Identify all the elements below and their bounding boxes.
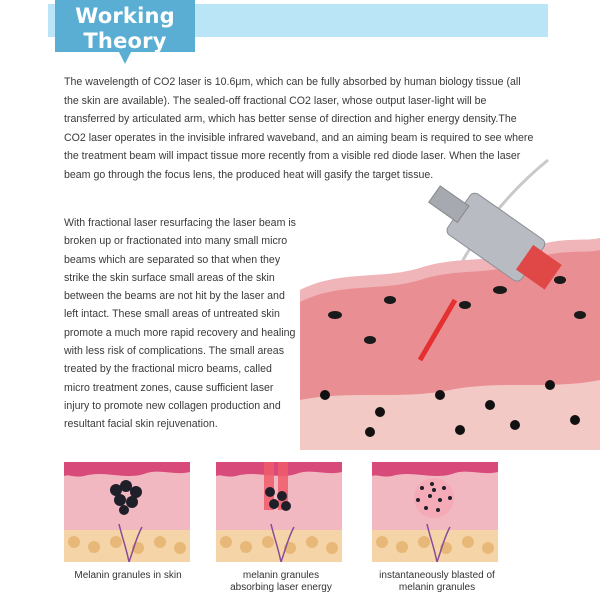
title-line-2: Theory bbox=[83, 29, 167, 53]
laser-handpiece-skin-cross-section-icon bbox=[300, 150, 600, 450]
melanin-absorbing-laser-icon bbox=[216, 462, 342, 562]
melanin-granules-skin-icon bbox=[64, 462, 190, 562]
title-line-1: Working bbox=[75, 4, 175, 28]
caption-absorbing-laser: melanin granules absorbing laser energy bbox=[230, 570, 332, 593]
intro-paragraph: The wavelength of CO2 laser is 10.6μm, which can be fully absorbed by human biology tissue (all the skin are available). The sealed-off fractional CO2 laser, whose output laser-light will be transferred by articulated arm, which has better sense of direction and higher energy density.The CO2 laser operates in the invisible infrared waveband, and an aiming beam is required to see where the treatment beam will impact tissue more recently from a visible red diode laser. When the laser beam go through the focus lens, the produced heat will gasify the target tissue. bbox=[64, 76, 534, 181]
fractional-paragraph: With fractional laser resurfacing the laser beam is broken up or fractionated into many small micro beams which are separated so that when they strike the skin surface small areas of the skin between the beams are not hit by the laser and left intact. These small areas of untreated skin promote a much more rapid recovery and healing with less risk of complications. The small areas treated by the fractional micro beams, called micro treatment zones, cause sufficient laser injury to promote new collagen production and resultant facial skin rejuvenation. bbox=[64, 217, 296, 431]
caption-blasted-melanin: instantaneously blasted of melanin granules bbox=[379, 570, 495, 593]
blasted-melanin-icon bbox=[372, 462, 498, 562]
caption-melanin-granules: Melanin granules in skin bbox=[74, 570, 182, 581]
